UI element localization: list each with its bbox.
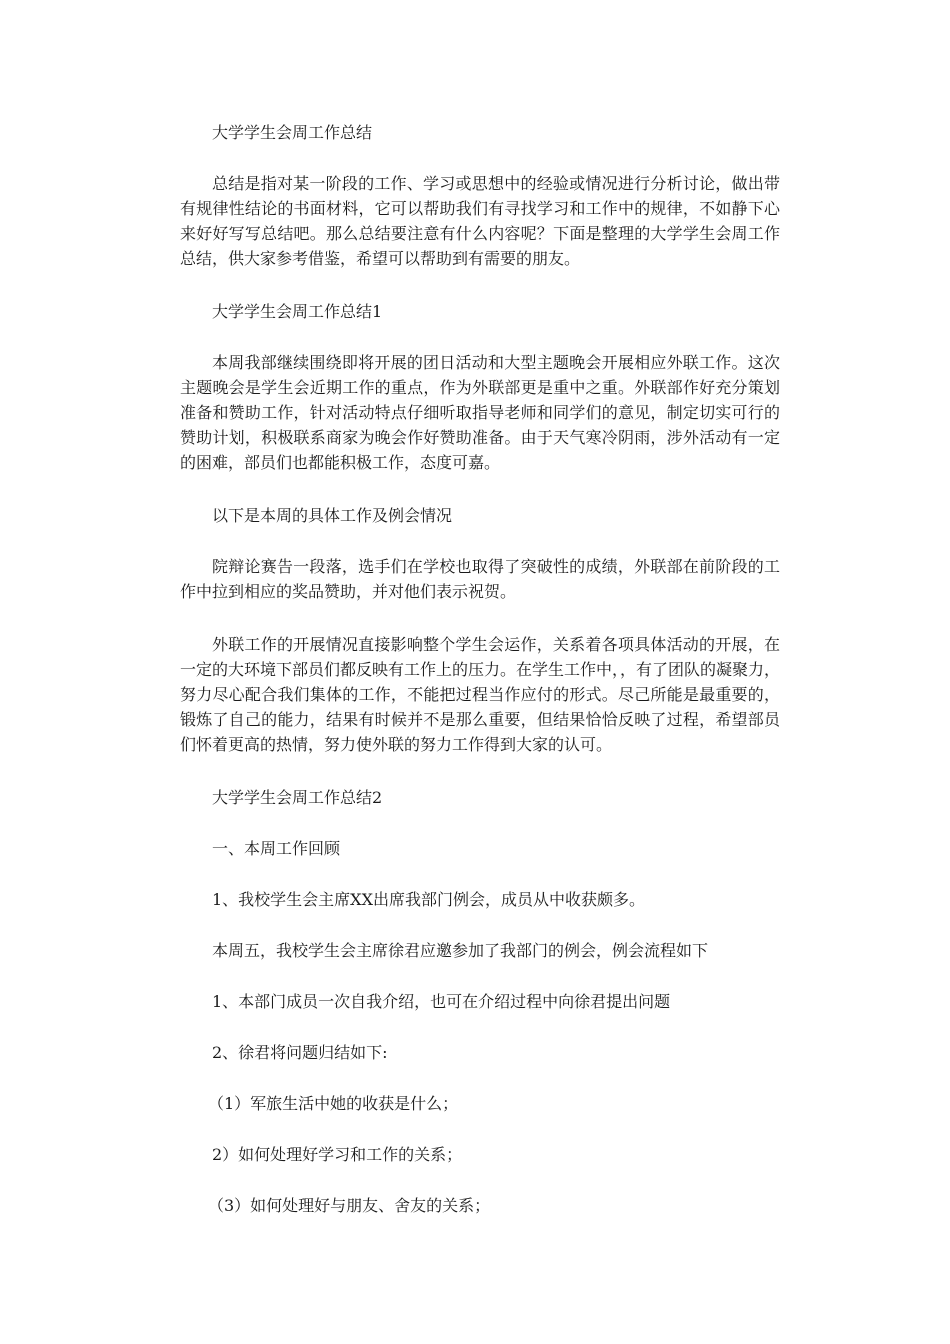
question-3: （3）如何处理好与朋友、舍友的关系； — [208, 1196, 491, 1215]
section-2-paragraph-meeting: 本周五，我校学生会主席徐君应邀参加了我部门的例会，例会流程如下 — [212, 941, 709, 960]
section-1-paragraph-1: 本周我部继续围绕即将开展的团日活动和大型主题晚会开展相应外联工作。这次主题晚会是学生会近期工作的重点，作为外联部更是重中之重。外联部作好充分策划准备和赞助工作，针对活动特点仔细听取指导老师和同学们的意见，制定切实可行的赞助计划，积极联系商家为晚会作好赞助准备。由于天气寒冷阴雨，涉外活动有一定的困难，部员们也都能积极工作，态度可嘉。 — [180, 353, 780, 472]
section-2-title: 大学学生会周工作总结2 — [212, 788, 383, 807]
section-1-paragraph-2: 以下是本周的具体工作及例会情况 — [212, 506, 453, 525]
section-1-paragraph-3: 院辩论赛告一段落，选手们在学校也取得了突破性的成绩，外联部在前阶段的工作中拉到相应的奖品赞助，并对他们表示祝贺。 — [180, 557, 780, 601]
document-title: 大学学生会周工作总结 — [212, 123, 373, 142]
intro-paragraph: 总结是指对某一阶段的工作、学习或思想中的经验或情况进行分析讨论，做出带有规律性结论的书面材料，它可以帮助我们有寻找学习和工作中的规律，不如静下心来好好写写总结吧。那么总结要注意有什么内容呢？下面是整理的大学学生会周工作总结，供大家参考借鉴，希望可以帮助到有需要的朋友。 — [180, 174, 780, 268]
question-2: 2）如何处理好学习和工作的关系； — [212, 1145, 463, 1164]
section-2-item-3: 2、徐君将问题归结如下: — [212, 1043, 388, 1062]
section-1-paragraph-4: 外联工作的开展情况直接影响整个学生会运作，关系着各项具体活动的开展，在一定的大环境下部员们都反映有工作上的压力。在学生工作中，，有了团队的凝聚力，努力尽心配合我们集体的工作，不能把过程当作应付的形式。尽己所能是最重要的，锻炼了自己的能力，结果有时候并不是那么重要，但结果恰恰反映了过程，希望部员们怀着更高的热情，努力使外联的努力工作得到大家的认可。 — [180, 635, 781, 754]
section-2-item-2: 1、本部门成员一次自我介绍，也可在介绍过程中向徐君提出问题 — [212, 992, 671, 1011]
section-2-item-1: 1、我校学生会主席XX出席我部门例会，成员从中收获颇多。 — [212, 890, 645, 909]
section-2-heading-review: 一、本周工作回顾 — [212, 839, 341, 858]
document-page — [180, 120, 780, 1244]
question-1: （1）军旅生活中她的收获是什么； — [208, 1094, 459, 1113]
section-1-title: 大学学生会周工作总结1 — [212, 302, 383, 321]
